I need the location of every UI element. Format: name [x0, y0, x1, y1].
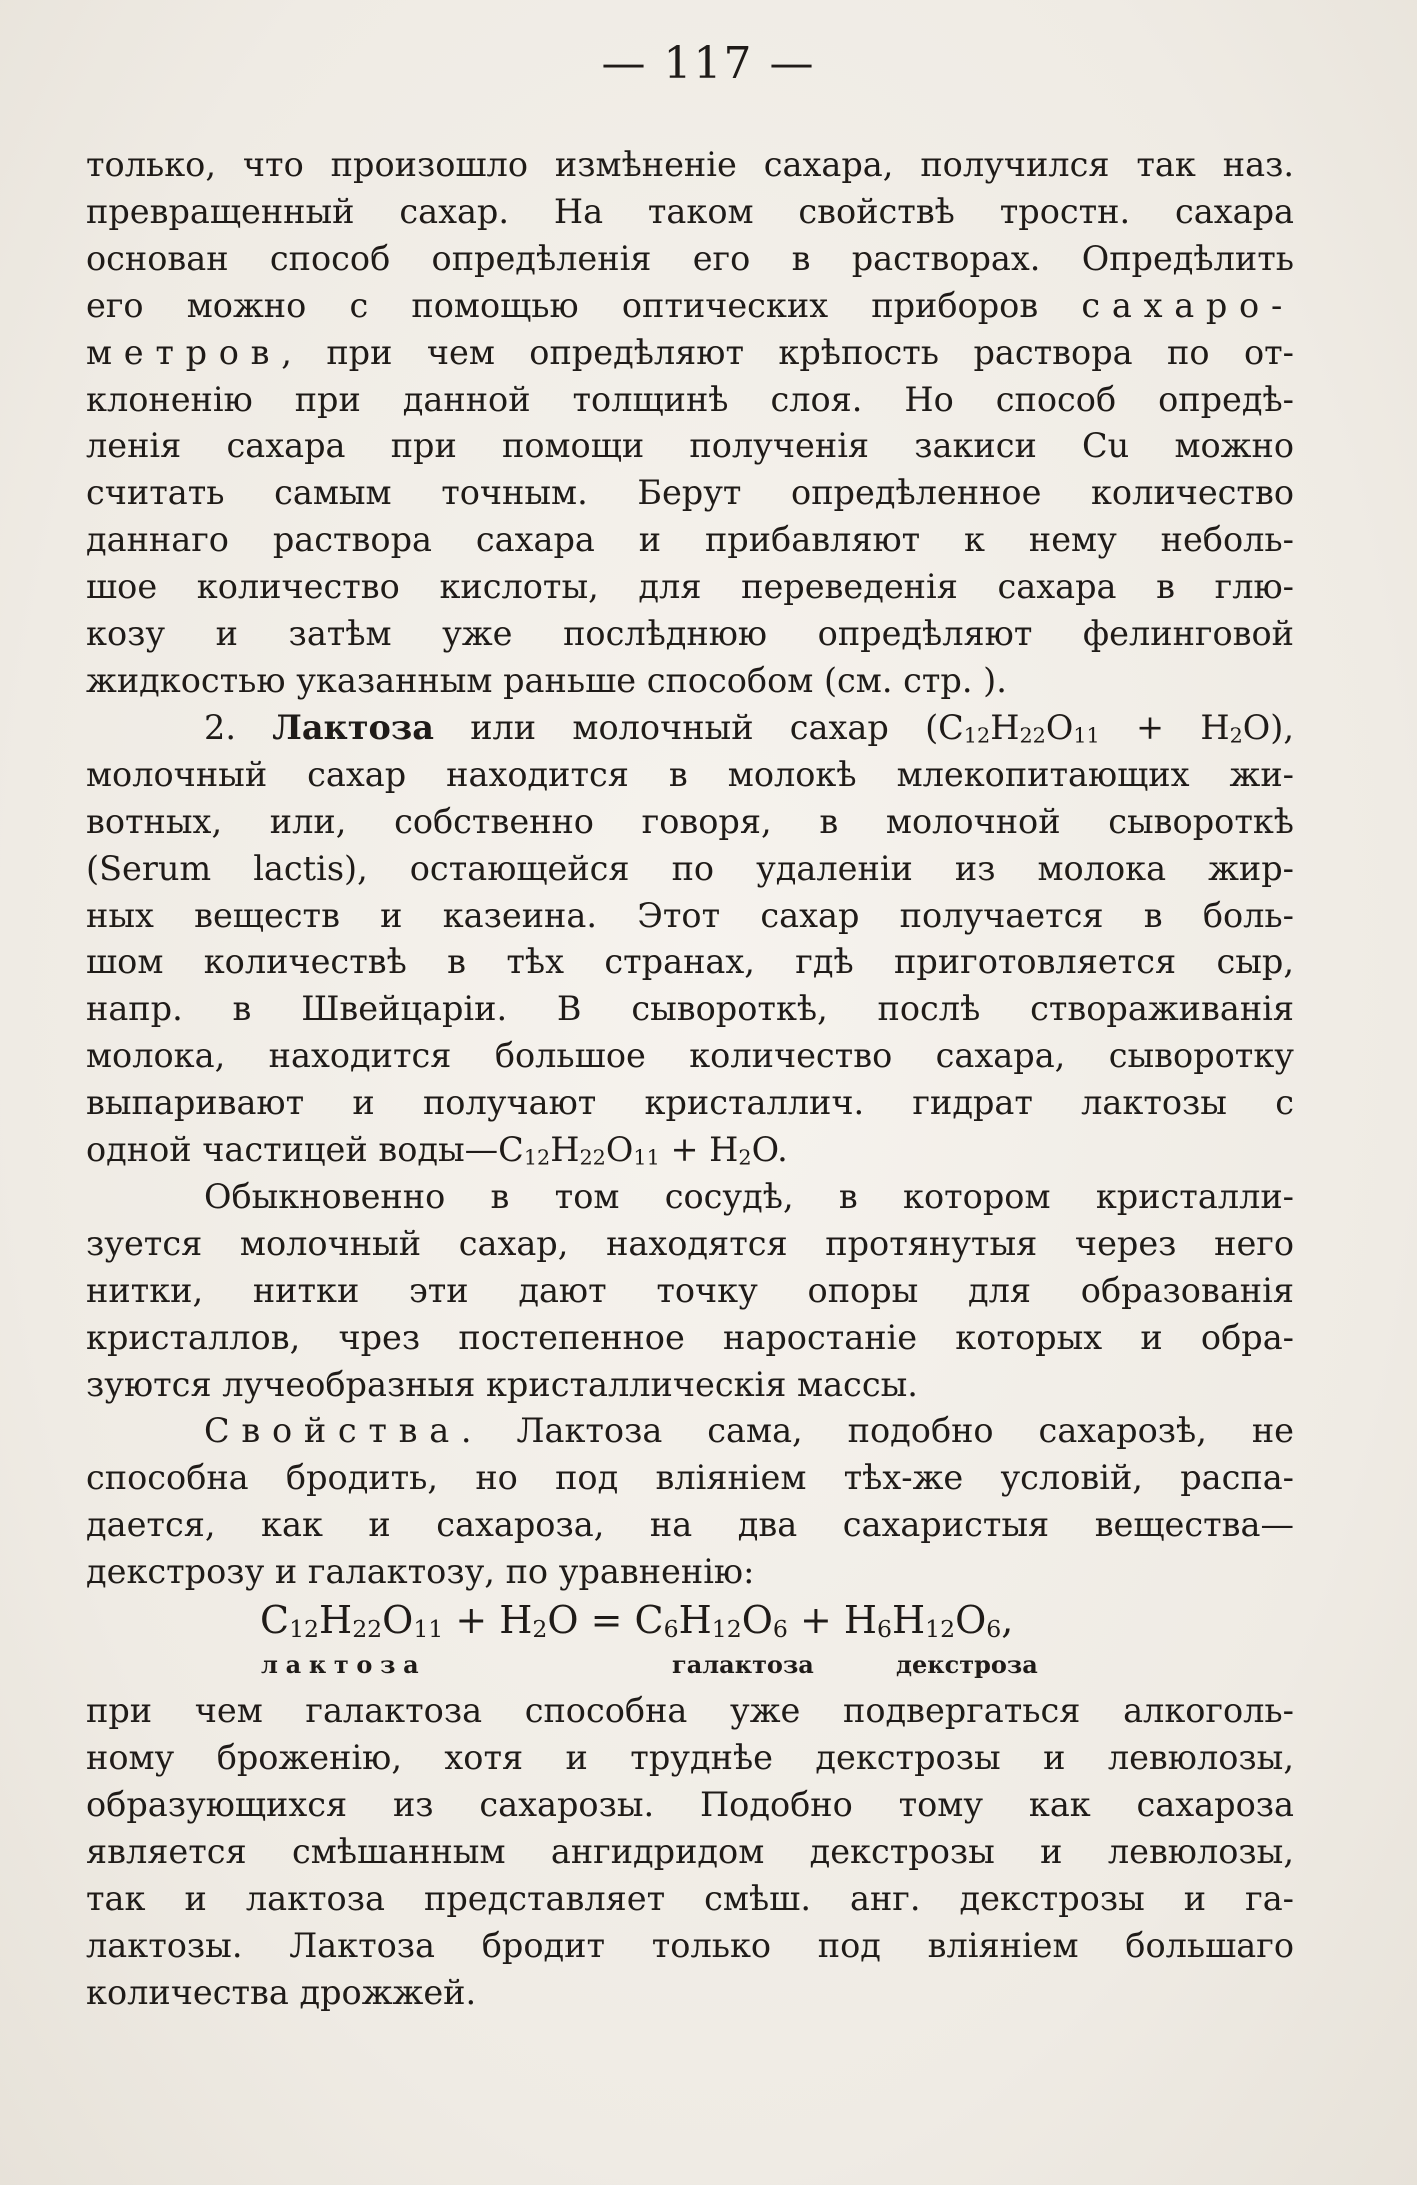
text-run: 2.	[204, 707, 273, 747]
text-line	[86, 1970, 1294, 2017]
text-run: клоненію при данной толщинѣ слоя. Но способ опредѣ-	[86, 379, 1294, 419]
text-line	[86, 1221, 1294, 1268]
text-line	[86, 1127, 1294, 1174]
subscript: 12	[289, 1615, 320, 1644]
text-run: + H	[787, 1598, 878, 1643]
text-run: способна бродить, но под вліяніем тѣх-же условій, распа-	[86, 1458, 1294, 1498]
text-line	[86, 1268, 1294, 1315]
text-run: + H	[443, 1598, 533, 1643]
text-run: ленія сахара при помощи полученія закиси Cu можно	[86, 426, 1294, 466]
subscript: 11	[1073, 723, 1100, 748]
text-line	[86, 846, 1294, 893]
text-line	[86, 1549, 1294, 1596]
subscript: 6	[986, 1615, 1002, 1644]
text-run: даннаго раствора сахара и прибавляют к нему неболь-	[86, 520, 1294, 560]
text-line	[86, 799, 1294, 846]
text-run: превращенный сахар. На таком свойствѣ тростн. сахара	[86, 191, 1294, 231]
text-run: шом количествѣ в тѣх странах, гдѣ приготовляется сыр,	[86, 942, 1294, 982]
subscript: 22	[352, 1615, 383, 1644]
text-run: ному броженію, хотя и труднѣе декстрозы и левюлозы,	[86, 1738, 1294, 1777]
text-line	[86, 986, 1294, 1033]
text-run: , при чем опредѣляют крѣпость раствора по от-	[281, 332, 1294, 372]
text-line	[86, 1455, 1294, 1502]
text-line	[86, 1033, 1294, 1080]
chemical-equation	[86, 1596, 1294, 1644]
label-galactose: галактоза	[672, 1650, 814, 1680]
text-line	[86, 1876, 1294, 1923]
subscript: 22	[579, 1145, 606, 1170]
text-run: дается, как и сахароза, на два сахаристыя вещества—	[86, 1505, 1294, 1545]
text-run: лактозы. Лактоза бродит только под вліяніем большаго	[86, 1925, 1294, 1965]
subscript: 2	[1229, 723, 1243, 748]
equation-block	[86, 1596, 1294, 1688]
text-run: O	[955, 1598, 987, 1643]
text-run: жидкостью указанным раньше способом (см. стр. ).	[86, 660, 1007, 700]
subscript: 6	[663, 1615, 679, 1644]
subscript: 12	[963, 723, 991, 748]
subscript: 2	[532, 1615, 548, 1644]
text-run: Обыкновенно в том сосудѣ, в котором кристалли-	[204, 1176, 1294, 1216]
text-line	[86, 1923, 1294, 1970]
text-line	[86, 1688, 1294, 1735]
text-run: O	[1045, 707, 1074, 747]
text-run: количества дрожжей.	[86, 1972, 477, 2012]
text-line	[86, 330, 1294, 377]
text-line	[86, 752, 1294, 799]
text-run: ,	[1001, 1598, 1014, 1643]
subscript: 6	[772, 1615, 788, 1644]
text-run: шое количество кислоты, для переведенія сахара в глю-	[86, 567, 1294, 607]
text-block-after-equation	[86, 1688, 1294, 2016]
text-line	[86, 1782, 1294, 1829]
text-line	[86, 1735, 1294, 1782]
label-dextrose: декстроза	[896, 1650, 1038, 1680]
text-run: O),	[1242, 707, 1294, 747]
text-run: (Serum lactis), остающейся по удаленіи из молока жир-	[86, 848, 1294, 888]
text-run: H	[892, 1598, 926, 1643]
text-run: O	[382, 1598, 414, 1643]
subscript: 2	[738, 1145, 752, 1170]
text-run: или молочный сахар (C	[433, 707, 964, 747]
text-run: зуются лучеобразныя кристаллическія массы.	[86, 1364, 918, 1404]
subscript: 12	[925, 1615, 956, 1644]
text-line	[86, 611, 1294, 658]
text-run: образующихся из сахарозы. Подобно тому как сахароза	[86, 1784, 1294, 1824]
bold-term: Лактоза	[272, 707, 434, 747]
subscript: 12	[523, 1145, 551, 1170]
text-run: O.	[751, 1130, 788, 1170]
text-block-before-equation	[86, 142, 1294, 1596]
label-lactose: лактоза	[261, 1650, 427, 1680]
text-line	[86, 1080, 1294, 1127]
text-run: его можно с помощью оптических приборов	[86, 285, 1082, 325]
text-run: H	[550, 1130, 580, 1170]
text-run: считать самым точным. Берут опредѣленное количество	[86, 473, 1294, 513]
text-line	[86, 1408, 1294, 1455]
text-run: молока, находится большое количество сахара, сыворотку	[86, 1036, 1294, 1076]
subscript: 22	[1019, 723, 1046, 748]
text-line	[86, 939, 1294, 986]
text-line	[86, 564, 1294, 611]
text-line	[86, 1315, 1294, 1362]
text-line	[86, 1829, 1294, 1876]
text-run: H	[990, 707, 1020, 747]
text-run: O	[605, 1130, 634, 1170]
text-run: только, что произошло измѣненіе сахара, получился так наз.	[86, 145, 1294, 184]
text-line	[86, 517, 1294, 564]
text-line	[86, 893, 1294, 940]
page-text	[86, 142, 1294, 2016]
text-run: H	[319, 1598, 353, 1643]
text-line	[86, 142, 1294, 189]
text-run: козу и затѣм уже послѣднюю опредѣляют фелинговой	[86, 614, 1294, 654]
text-run: нитки, нитки эти дают точку опоры для образованія	[86, 1270, 1294, 1310]
spaced-term: Свойства	[204, 1411, 461, 1451]
text-run: . Лактоза сама, подобно сахарозѣ, не	[460, 1411, 1294, 1451]
text-run: основан способ опредѣленія его в растворах. Опредѣлить	[86, 238, 1294, 278]
text-line	[86, 1174, 1294, 1221]
text-run: H	[678, 1598, 712, 1643]
text-run: ных веществ и казеина. Этот сахар получается в боль-	[86, 895, 1294, 935]
text-run: декстрозу и галактозу, по уравненію:	[86, 1552, 755, 1592]
text-run: вотных, или, собственно говоря, в молочной сывороткѣ	[86, 801, 1294, 841]
text-run: молочный сахар находится в молокѣ млекопитающих жи-	[86, 754, 1294, 794]
equation-labels	[86, 1644, 1294, 1688]
text-run: C	[260, 1598, 290, 1643]
text-run: при чем галактоза способна уже подвергаться алкоголь-	[86, 1691, 1294, 1731]
subscript: 12	[711, 1615, 742, 1644]
text-run: O = C	[547, 1598, 664, 1643]
text-run: является смѣшанным ангидридом декстрозы и левюлозы,	[86, 1831, 1294, 1871]
text-run: одной частицей воды—C	[86, 1130, 524, 1170]
text-run: напр. в Швейцаріи. В сывороткѣ, послѣ створаживанія	[86, 989, 1294, 1029]
subscript: 11	[413, 1615, 444, 1644]
text-line	[86, 1502, 1294, 1549]
text-line	[86, 236, 1294, 283]
text-line	[86, 705, 1294, 752]
text-run: зуется молочный сахар, находятся протянутыя через него	[86, 1223, 1294, 1263]
text-line	[86, 283, 1294, 330]
text-line	[86, 377, 1294, 424]
text-run: + H	[1099, 707, 1230, 747]
subscript: 6	[877, 1615, 892, 1644]
text-run: + H	[659, 1130, 739, 1170]
spaced-term: сахаро-	[1081, 285, 1294, 325]
text-run: кристаллов, чрез постепенное наростаніе которых и обра-	[86, 1317, 1294, 1357]
text-run: так и лактоза представляет смѣш. анг. декстрозы и га-	[86, 1878, 1294, 1918]
page-number: — 117 —	[601, 38, 816, 89]
text-line	[86, 470, 1294, 517]
text-line	[86, 189, 1294, 236]
text-run: O	[741, 1598, 773, 1643]
text-line	[86, 423, 1294, 470]
subscript: 11	[633, 1145, 660, 1170]
text-line	[86, 1362, 1294, 1409]
spaced-term: метров	[86, 332, 282, 372]
text-line	[86, 658, 1294, 705]
text-run: выпаривают и получают кристаллич. гидрат лактозы с	[86, 1083, 1294, 1123]
